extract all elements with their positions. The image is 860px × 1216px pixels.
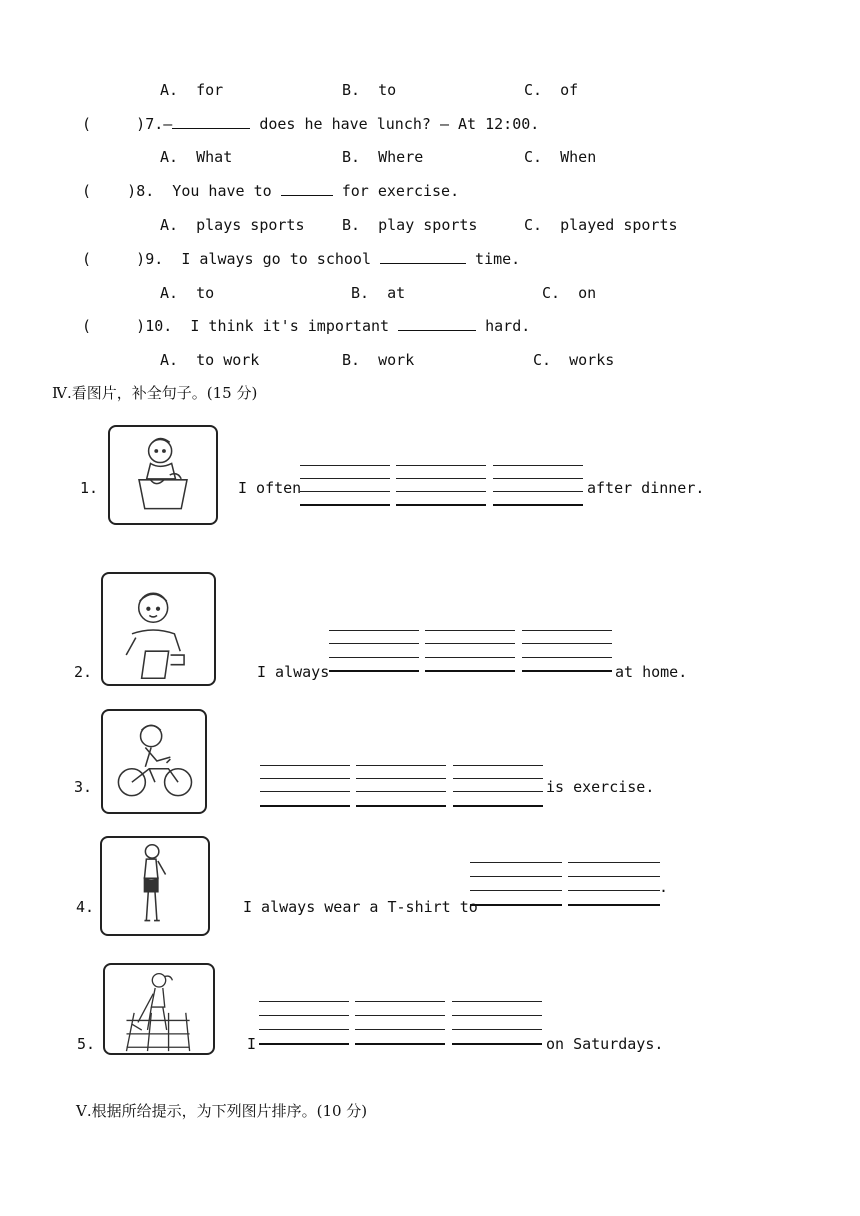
child-washing-dishes-icon [108,425,218,525]
item-2-after: at home. [615,663,688,681]
answer-paren: ( ) [82,182,137,200]
answer-paren: ( ) [82,250,146,268]
answer-paren: ( ) [82,317,146,335]
item-3-number: 3. [74,778,93,796]
girl-sweeping-floor-icon [103,963,215,1055]
q7-stem: ( )7.— does he have lunch? — At 12:00. [82,115,540,133]
item-4-before: I always wear a T-shirt to [243,898,478,916]
q7-option-a: A. What [160,148,233,166]
q8-option-b: B. play sports [342,216,478,234]
q6-option-a: A. for [160,81,224,99]
item-5-number: 5. [77,1035,96,1053]
q10-stem: ( )10. I think it's important hard. [82,317,531,335]
fill-blank [281,181,333,196]
q8-stem: ( )8. You have to for exercise. [82,182,460,200]
answer-paren: ( ) [82,115,146,133]
q9-option-c: C. on [542,284,597,302]
q9-option-a: A. to [160,284,215,302]
q6-option-c: C. of [524,81,579,99]
q6-option-b: B. to [342,81,397,99]
item-1-number: 1. [80,479,99,497]
section-4-title: Ⅳ.看图片，补全句子。(15 分) [52,384,258,402]
fill-blank [172,114,250,129]
item-2-number: 2. [74,663,93,681]
item-1-after: after dinner. [587,479,705,497]
item-2-before: I always [257,663,330,681]
q8-option-c: C. played sports [524,216,678,234]
item-4-after: . [659,878,669,896]
q7-option-b: B. Where [342,148,424,166]
q10-option-a: A. to work [160,351,260,369]
boy-reading-book-icon [101,572,216,686]
item-1-before: I often [238,479,302,497]
q9-option-b: B. at [351,284,406,302]
fill-blank [398,316,476,331]
q7-option-c: C. When [524,148,597,166]
item-4-number: 4. [76,898,95,916]
item-5-after: on Saturdays. [546,1035,664,1053]
q9-stem: ( )9. I always go to school time. [82,250,521,268]
boy-riding-bike-icon [101,709,207,814]
q10-option-c: C. works [533,351,615,369]
item-5-before: I [247,1035,257,1053]
q10-option-b: B. work [342,351,415,369]
item-3-after: is exercise. [546,778,655,796]
section-5-title: Ⅴ.根据所给提示，为下列图片排序。(10 分) [76,1102,368,1120]
q8-option-a: A. plays sports [160,216,305,234]
fill-blank [380,249,466,264]
girl-standing-icon [100,836,210,936]
